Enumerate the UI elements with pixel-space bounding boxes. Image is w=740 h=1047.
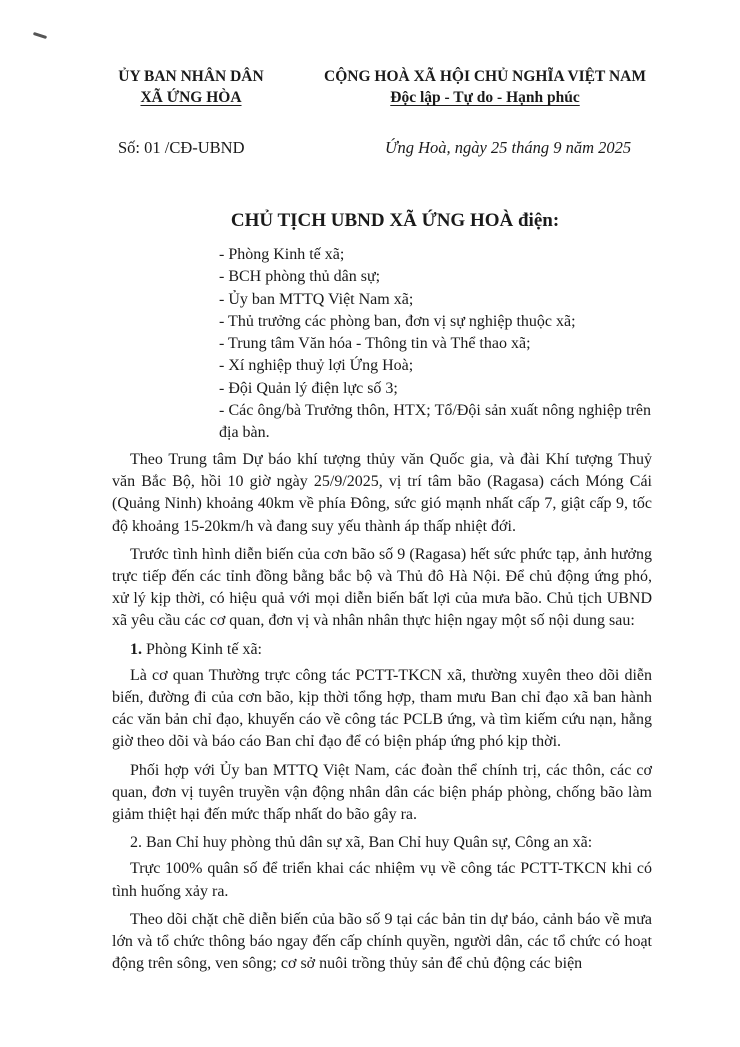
- motto: Độc lập - Tự do - Hạnh phúc: [390, 89, 580, 106]
- org-commune: XÃ ỨNG HÒA: [140, 89, 242, 106]
- paragraph-forecast: Theo Trung tâm Dự báo khí tượng thủy văn Quốc gia, và đài Khí tượng Thuỷ văn Bắc Bộ, hồi 10 giờ ngày 25/9/2025, vị trí tâm bão (Ragasa) cách Móng Cái (Quảng Ninh) khoảng 40km về phía Đông, sức gió mạnh nhất cấp 7, giật cấp 9, tốc độ khoảng 15-20km/h và đang suy yếu thành áp thấp nhiệt đới.: [112, 451, 652, 535]
- document-number: Số: 01 /CĐ-UBND: [118, 138, 245, 157]
- document-body: [112, 449, 652, 981]
- section-heading-2: 2. Ban Chỉ huy phòng thủ dân sự xã, Ban Chỉ huy Quân sự, Công an xã:: [130, 834, 593, 852]
- section-title: Phòng Kinh tế xã:: [142, 640, 262, 658]
- recipient-item: - Ủy ban MTTQ Việt Nam xã;: [219, 290, 414, 308]
- paragraph-request: Trước tình hình diễn biến của cơn bão số 9 (Ragasa) hết sức phức tạp, ảnh hưởng trực tiếp đến các tỉnh đồng bằng bắc bộ và Thủ đô Hà Nội. Để chủ động ứng phó, xử lý kịp thời, có hiệu quả với mọi diễn biến bất lợi của mưa bão. Chủ tịch UBND xã yêu cầu các cơ quan, đơn vị và nhân nhân thực hiện ngay một số nội dung sau:: [112, 545, 652, 630]
- scan-mark: [33, 32, 47, 39]
- national-motto: [305, 66, 665, 108]
- paragraph-standby: Trực 100% quân số để triển khai các nhiệm vụ về công tác PCTT-TKCN khi có tình huống xảy ra.: [112, 860, 652, 900]
- document-title: CHỦ TỊCH UBND XÃ ỨNG HOÀ điện:: [230, 210, 560, 231]
- place-date: Ứng Hoà, ngày 25 tháng 9 năm 2025: [385, 138, 632, 157]
- recipient-list: [219, 244, 651, 445]
- recipient-item: - Thủ trưởng các phòng ban, đơn vị sự nghiệp thuộc xã;: [219, 312, 576, 330]
- section-number: 1.: [130, 640, 142, 658]
- paragraph-monitoring: Theo dõi chặt chẽ diễn biến của bão số 9 tại các bản tin dự báo, cảnh báo về mưa lớn và tổ chức thông báo ngay đến cấp chính quyền, người dân, các tổ chức có hoạt động trên sông, ven sông; cơ sở nuôi trồng thủy sản để chủ động các biện: [112, 910, 652, 973]
- section-heading-1: [112, 639, 652, 661]
- recipient-item: - Phòng Kinh tế xã;: [219, 246, 345, 263]
- recipient-item: - Xí nghiệp thuỷ lợi Ứng Hoà;: [219, 357, 414, 375]
- recipient-item: - Đội Quản lý điện lực số 3;: [219, 379, 398, 397]
- recipient-item: - Các ông/bà Trưởng thôn, HTX; Tổ/Đội sản xuất nông nghiệp trên địa bàn.: [219, 402, 651, 442]
- paragraph-economy-duty: Là cơ quan Thường trực công tác PCTT-TKCN xã, thường xuyên theo dõi diễn biến, đường đi của cơn bão, kịp thời tổng hợp, tham mưu Ban chỉ đạo xã ban hành các văn bản chỉ đạo, khuyến cáo về công tác PCLB ứng, và tìm kiếm cứu nạn, hằng giờ theo dõi và báo cáo Ban chỉ đạo để có biện pháp ứng phó kịp thời.: [112, 666, 652, 751]
- nation-name: CỘNG HOÀ XÃ HỘI CHỦ NGHĨA VIỆT NAM: [324, 68, 646, 85]
- issuing-organization: [96, 66, 286, 108]
- recipient-item: - BCH phòng thủ dân sự;: [219, 268, 381, 286]
- org-name: ỦY BAN NHÂN DÂN: [118, 68, 264, 85]
- recipient-item: - Trung tâm Văn hóa - Thông tin và Thể thao xã;: [219, 335, 531, 353]
- paragraph-coordination: Phối hợp với Ủy ban MTTQ Việt Nam, các đoàn thể chính trị, các thôn, các cơ quan, đơn vị tuyên truyền vận động nhân dân các biện pháp phòng, chống bão làm giảm thiệt hại đến mức thấp nhất do bão gây ra.: [112, 761, 652, 824]
